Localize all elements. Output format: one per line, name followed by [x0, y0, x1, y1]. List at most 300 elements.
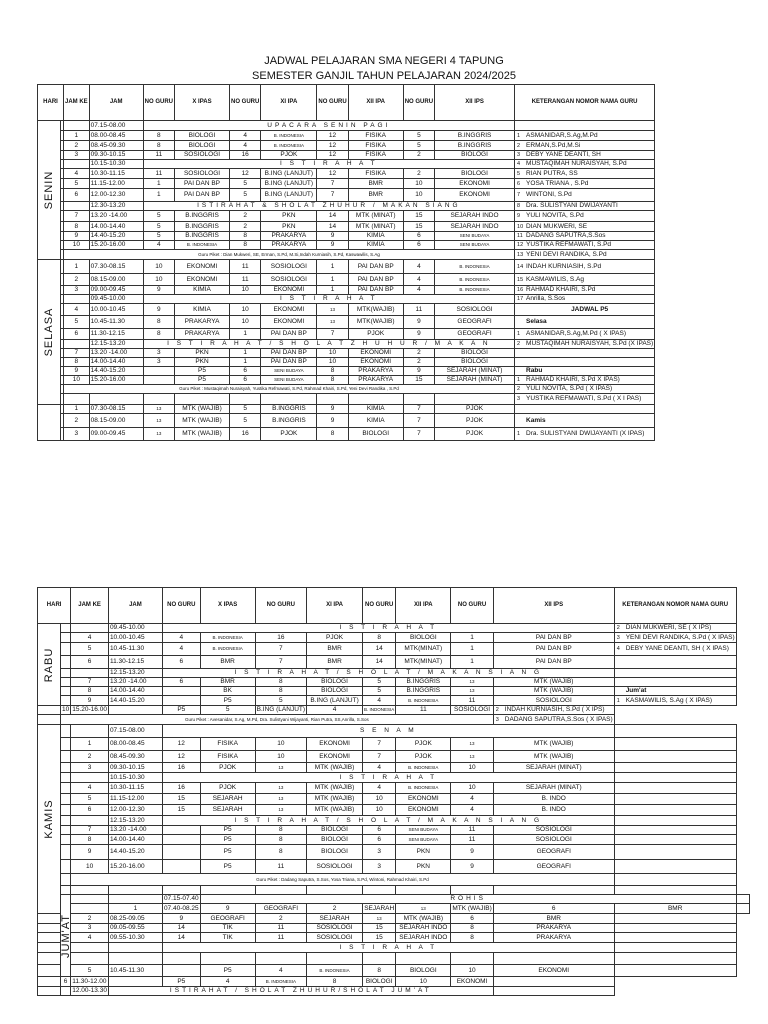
guru-number-xii-ipa: 14: [363, 643, 396, 656]
gap-cell: [38, 943, 61, 953]
subject-x-ipas: EKONOMI: [175, 274, 230, 286]
guru-number-xi-ipa: 16: [255, 633, 306, 643]
jam-cell: 08.15-09.00: [89, 414, 143, 428]
gap-cell: [71, 904, 109, 914]
guru-note-name: Dra. SULISTYANI DWIJAYANTI: [526, 202, 618, 209]
subject-x-ipas: BIOLOGI: [175, 131, 230, 141]
guru-number-xii-ips: 9: [451, 860, 493, 874]
subject-xii-ipa: KIMIA: [348, 414, 403, 428]
gap-cell: [61, 816, 71, 826]
jam-cell: 07.15-07.40: [163, 895, 199, 902]
subject-x-ipas: P5: [200, 826, 255, 835]
schedule-row: [38, 738, 750, 751]
subject-xii-ipa: FISIKA: [348, 131, 403, 141]
day-label: SELASA: [43, 307, 55, 357]
jam-ke-cell: 6: [61, 977, 71, 987]
subject-xii-ipa: FISIKA: [348, 141, 403, 151]
subject-xii-ipa: BIOLOGI: [348, 428, 403, 441]
gap-cell: [61, 643, 71, 656]
jam-cell: 08.45-09.30: [108, 751, 162, 763]
subject-x-ipas: [200, 886, 255, 895]
subject-x-ipas: EKONOMI: [175, 260, 230, 274]
guru-number-xii-ips: 7: [403, 405, 434, 414]
guru-number-xii-ipa: 4: [307, 706, 363, 715]
guru-number-xii-ips: 2: [403, 358, 434, 367]
subject-xii-ips: EKONOMI: [435, 189, 515, 202]
schedule-row: [38, 428, 655, 441]
guru-note: [515, 349, 655, 358]
subject-xii-ipa: MTK (MINAT): [348, 211, 403, 222]
header-keterangan: KETERANGAN NOMOR NAMA GURU: [515, 85, 655, 121]
guru-number-xii-ips: 2: [403, 349, 434, 358]
guru-number-x-ipas: 8: [143, 131, 174, 141]
day-label: RABU: [43, 647, 55, 682]
subject-xii-ipa: EKONOMI: [396, 805, 451, 816]
guru-number-xii-ips: 11: [396, 706, 451, 715]
guru-number-xi-ipa: 13: [255, 805, 306, 816]
guru-number-xii-ipa: 10: [317, 358, 348, 367]
subject-xi-ipa: BIOLOGI: [307, 826, 363, 835]
subject-x-ipas: FISIKA: [200, 738, 255, 751]
subject-xii-ipa: EKONOMI: [396, 794, 451, 805]
jam-cell: 11.15-12.00: [89, 179, 143, 189]
jam-cell: 10.30-11.15: [108, 783, 162, 794]
subject-xii-ipa: SEJARAH INDO: [396, 924, 451, 933]
guru-number-xi-ipa: [230, 394, 261, 405]
subject-xi-ipa: BMR: [307, 643, 363, 656]
jam-ke-cell: 9: [71, 696, 109, 706]
subject-xi-ipa: [261, 394, 317, 405]
jam-cell: 14.40-15.20: [89, 232, 143, 241]
guru-number-xii-ipa: 5: [363, 687, 396, 696]
subject-xii-ips: EKONOMI: [451, 977, 493, 987]
guru-number-xii-ips: 10: [403, 179, 434, 189]
subject-xii-ips: SEJARAH (MINAT): [493, 783, 614, 794]
schedule-row: [38, 805, 750, 816]
guru-note: [614, 656, 736, 669]
gap-cell: [71, 895, 109, 904]
header-no-guru-xii-ipa: NO GURU: [363, 588, 396, 624]
subject-xii-ips: BIOLOGI: [435, 358, 515, 367]
jam-ke-cell: [64, 295, 90, 304]
subject-xii-ipa: [396, 953, 451, 965]
subject-xii-ipa: KIMIA: [348, 232, 403, 241]
subject-xii-ipa: MTK (MINAT): [348, 222, 403, 232]
subject-xii-ips: GEOGRAFI: [435, 329, 515, 340]
schedule-row: [38, 295, 655, 304]
subject-xii-ips: GEOGRAFI: [493, 860, 614, 874]
schedule-row: [38, 835, 750, 845]
subject-xii-ips: SENI BUDAYA: [435, 241, 515, 250]
schedule-row: [38, 316, 655, 329]
subject-xi-ipa: SEJARAH: [307, 914, 363, 924]
guru-note-number: 8: [517, 203, 521, 209]
guru-number-xi-ipa: 8: [255, 687, 306, 696]
jam-ke-cell: 5: [71, 965, 109, 977]
guru-number-x-ipas: 6: [162, 656, 200, 669]
jam-ke-cell: 3: [64, 151, 90, 160]
guru-number-x-ipas: [162, 953, 200, 965]
subject-xi-ipa: EKONOMI: [261, 316, 317, 329]
jam-ke-cell: 2: [71, 914, 109, 924]
subject-xi-ipa: B.INGGRIS: [261, 405, 317, 414]
guru-number-xi-ipa: 5: [230, 414, 261, 428]
schedule-row: [38, 965, 750, 977]
subject-xi-ipa: BIOLOGI: [307, 678, 363, 687]
guru-note-number: 14: [517, 263, 524, 270]
guru-number-xii-ipa: 7: [317, 329, 348, 340]
break-cell: ISTIRAHAT / SHOLAT ZHUHUR/SHOLAT JUM'AT: [108, 987, 493, 996]
subject-x-ipas: B. INDONESIA: [200, 643, 255, 656]
guru-number-xii-ipa: 13: [363, 914, 396, 924]
guru-number-xi-ipa: 1: [230, 329, 261, 340]
subject-xii-ips: SOSIOLOGI: [493, 826, 614, 835]
guru-note-name: YENI DEVI RANDIKA, S.Pd: [526, 250, 607, 258]
schedule-row: [38, 286, 655, 295]
guru-number-x-ipas: [162, 845, 200, 860]
day-cell: [38, 260, 61, 405]
subject-xi-ipa: PJOK: [261, 151, 317, 160]
subject-xii-ipa: B. INDONESIA: [396, 783, 451, 794]
jam-ke-cell: 3: [64, 286, 90, 295]
guru-note-name: Kamis: [526, 416, 546, 424]
jam-cell: 10.30-11.15: [89, 169, 143, 179]
guru-note-name: Selasa: [526, 318, 547, 325]
guru-number-xii-ipa: 9: [317, 232, 348, 241]
guru-note: [736, 904, 749, 914]
guru-number-x-ipas: 9: [143, 304, 174, 316]
subject-xii-ipa: B. INDONESIA: [363, 706, 396, 715]
guru-number-xi-ipa: 2: [255, 914, 306, 924]
guru-number-xii-ipa: 8: [363, 965, 396, 977]
jam-cell: 07.40-08.25: [163, 904, 199, 912]
guru-note: [493, 987, 614, 996]
subject-xi-ipa: EKONOMI: [307, 751, 363, 763]
subject-x-ipas: B. INDONESIA: [175, 241, 230, 250]
jam-ke-cell: 5: [64, 316, 90, 329]
guru-note: [515, 316, 655, 329]
guru-number-xii-ips: [403, 394, 434, 405]
header-xi-ipa: XI IPA: [261, 85, 317, 121]
subject-x-ipas: PKN: [175, 349, 230, 358]
jam-cell: 09.45-10.00: [89, 295, 143, 304]
subject-x-ipas: P5: [162, 706, 200, 715]
header-hari: HARI: [38, 588, 71, 624]
jam-ke-cell: 6: [64, 189, 90, 202]
guru-number-x-ipas: [162, 860, 200, 874]
subject-xii-ipa: B. INDONESIA: [396, 763, 451, 773]
jam-ke-cell: [71, 725, 109, 738]
guru-number-xii-ipa: 9: [317, 405, 348, 414]
guru-number-x-ipas: 1: [143, 189, 174, 202]
guru-number-xii-ipa: [363, 953, 396, 965]
schedule-row: [38, 624, 750, 633]
guru-number-xii-ips: 4: [403, 286, 434, 295]
guru-number-xii-ipa: 8: [317, 376, 348, 385]
guru-piket: Guru Piket : Avesanidar, S.Ag, M.Pd, Dra. Sulistyani Wijayanti, Rian Putra, SS,Anrilla, S.Sos: [61, 715, 494, 725]
subject-xi-ipa: BIOLOGI: [307, 687, 363, 696]
subject-x-ipas: MTK (WAJIB): [175, 414, 230, 428]
header-x-ipas: X IPAS: [175, 85, 230, 121]
guru-note: [614, 953, 736, 965]
guru-note-number: 1: [616, 697, 620, 704]
subject-xi-ipa: [307, 953, 363, 965]
subject-xii-ipa: MTK(MINAT): [396, 656, 451, 669]
guru-number-x-ipas: 3: [143, 358, 174, 367]
header-no-guru-xi: NO GURU: [255, 588, 306, 624]
guru-note-number: 17: [517, 296, 524, 302]
subject-xi-ipa: PAI DAN BP: [261, 329, 317, 340]
jam-ke-cell: 3: [64, 428, 90, 441]
gap-cell: [38, 715, 61, 725]
guru-number-xi-ipa: 5: [230, 179, 261, 189]
guru-number-xii-ips: 1: [451, 643, 493, 656]
guru-note: [614, 933, 736, 943]
guru-note-name: DIAN MUKWERI, SE: [526, 222, 588, 230]
guru-number-xii-ipa: 4: [363, 696, 396, 706]
guru-number-xi-ipa: 1: [230, 358, 261, 367]
guru-note: [493, 706, 614, 715]
guru-note: [515, 232, 655, 241]
guru-number-x-ipas: 16: [162, 763, 200, 773]
guru-number-xi-ipa: 16: [230, 428, 261, 441]
subject-xii-ips: SEJARAH INDO: [435, 211, 515, 222]
guru-note-name: Rabu: [526, 367, 543, 374]
guru-note: [736, 895, 749, 904]
schedule-table-1: [37, 84, 655, 441]
jam-cell: 09.00-09.45: [89, 286, 143, 295]
guru-number-xii-ipa: 6: [363, 826, 396, 835]
guru-number-xi-ipa: 10: [255, 751, 306, 763]
guru-number-xii-ips: [451, 886, 493, 895]
schedule-row: [38, 773, 750, 783]
jam-ke-cell: 1: [64, 131, 90, 141]
subject-xi-ipa: B.ING (LANJUT): [261, 189, 317, 202]
jam-ke-cell: 8: [64, 358, 90, 367]
gap-cell: [38, 933, 61, 943]
subject-xii-ips: B. INDO: [493, 805, 614, 816]
guru-number-x-ipas: 12: [162, 738, 200, 751]
subject-xii-ipa: MTK (WAJIB): [452, 904, 492, 912]
subject-xii-ipa: BIOLOGI: [396, 633, 451, 643]
jam-ke-cell: 2: [71, 751, 109, 763]
guru-number-xii-ips: 6: [403, 241, 434, 250]
subject-x-ipas: PKN: [175, 358, 230, 367]
guru-note-number: 16: [517, 287, 524, 293]
guru-number-xii-ips: 8: [451, 924, 493, 933]
guru-number-xi-ipa: 11: [255, 860, 306, 874]
guru-number-x-ipas: [162, 965, 200, 977]
subject-xii-ipa: MTK(WAJIB): [348, 304, 403, 316]
subject-xii-ipa: PKN: [396, 860, 451, 874]
jam-cell: 09.00-09.45: [89, 428, 143, 441]
guru-number-x-ipas: 9: [200, 904, 255, 914]
schedule-row: [38, 783, 750, 794]
gap-cell: [61, 678, 71, 687]
jam-ke-cell: 4: [71, 933, 109, 943]
gap-cell: [38, 914, 61, 924]
day-cell: [38, 624, 61, 706]
guru-number-xi-ipa: 4: [200, 977, 255, 987]
guru-number-xii-ips: 13: [451, 751, 493, 763]
jam-cell: 09.55-10.30: [108, 933, 162, 943]
jam-ke-cell: 6: [71, 656, 109, 669]
gap-cell: [38, 987, 61, 996]
jam-cell: 13.20 -14.00: [89, 211, 143, 222]
guru-number-x-ipas: 6: [162, 678, 200, 687]
schedule-row: [38, 987, 750, 996]
guru-number-xi-ipa: 13: [255, 794, 306, 805]
schedule-row: [38, 696, 750, 706]
guru-number-xii-ipa: 10: [317, 349, 348, 358]
jam-cell: 10.15-10.30: [89, 160, 143, 169]
guru-number-xii-ipa: 3: [363, 845, 396, 860]
schedule-row: [38, 211, 655, 222]
subject-x-ipas: BMR: [200, 656, 255, 669]
guru-note-number: 6: [517, 180, 521, 187]
schedule-row: [38, 977, 750, 987]
guru-number-x-ipas: 14: [162, 933, 200, 943]
subject-xi-ipa: B. INDONESIA: [307, 965, 363, 977]
jam-ke-cell: 1: [71, 738, 109, 751]
guru-number-x-ipas: 13: [143, 414, 174, 428]
guru-note: [614, 845, 736, 860]
jam-cell: 15.20-16.00: [72, 706, 107, 713]
jam-cell: 14.00-14.40: [108, 687, 162, 696]
guru-note: [515, 376, 655, 385]
break-cell: I S T I R A H A T: [143, 295, 514, 304]
header-no-guru-x: NO GURU: [143, 85, 174, 121]
subject-xii-ips: EKONOMI: [435, 179, 515, 189]
guru-number-xi-ipa: 2: [230, 222, 261, 232]
guru-note-name: YENI DEVI RANDIKA, S.Pd ( X IPAS): [625, 633, 735, 641]
guru-note-name: YUSTIKA REFMAWATI, S.Pd: [526, 241, 612, 248]
jam-ke-cell: [71, 943, 109, 953]
guru-note: [515, 121, 655, 131]
guru-note: [515, 405, 655, 414]
jam-ke-cell: 4: [64, 304, 90, 316]
guru-note-name: YULI NOVITA, S.Pd ( X IPAS): [526, 385, 613, 392]
guru-number-xii-ips: 5: [403, 141, 434, 151]
guru-number-x-ipas: 4: [162, 633, 200, 643]
subject-x-ipas: SOSIOLOGI: [175, 151, 230, 160]
guru-number-x-ipas: 8: [143, 329, 174, 340]
schedule-row: [38, 304, 655, 316]
guru-number-xii-ips: 10: [451, 763, 493, 773]
guru-note-number: 4: [517, 161, 521, 167]
subject-xii-ipa: EKONOMI: [348, 349, 403, 358]
guru-number-xii-ipa: 13: [317, 304, 348, 316]
subject-xii-ips: PRAKARYA: [493, 924, 614, 933]
guru-number-xii-ips: 6: [493, 904, 614, 914]
guru-number-x-ipas: [108, 706, 162, 715]
subject-x-ipas: TIK: [200, 924, 255, 933]
guru-number-xii-ipa: 1: [317, 286, 348, 295]
guru-note-name: MUSTAQIMAH NURAISYAH, S.Pd (X IPAS): [526, 340, 654, 347]
guru-note-number: 2: [495, 707, 499, 713]
subject-x-ipas: KIMIA: [175, 286, 230, 295]
guru-note-name: RAHMAD KHAIRI, S.Pd: [526, 286, 596, 293]
guru-number-xii-ips: [451, 953, 493, 965]
subject-xi-ipa: SOSIOLOGI: [261, 260, 317, 274]
subject-xii-ips: MTK (WAJIB): [493, 678, 614, 687]
subject-xii-ipa: KIMIA: [348, 405, 403, 414]
jam-ke-cell: [108, 895, 162, 904]
guru-number-x-ipas: 4: [143, 241, 174, 250]
guru-note: [515, 211, 655, 222]
jam-cell: 13.20 -14.00: [108, 678, 162, 687]
guru-number-xii-ips: 4: [451, 794, 493, 805]
subject-x-ipas: P5: [200, 965, 255, 977]
subject-x-ipas: B.INGGRIS: [175, 211, 230, 222]
guru-note: [614, 826, 736, 835]
jam-ke-cell: [71, 773, 109, 783]
jam-cell: 09.45-10.00: [108, 624, 162, 633]
jam-cell: 12.15-13.20: [89, 340, 143, 349]
guru-note-number: 2: [517, 142, 521, 149]
guru-number-xi-ipa: 7: [255, 643, 306, 656]
jam-cell: 14.00-14.40: [89, 222, 143, 232]
gap-cell: [38, 965, 61, 977]
guru-note: [493, 715, 614, 725]
gap-cell: [61, 656, 71, 669]
schedule-row: [38, 414, 655, 428]
subject-xii-ipa: PRAKARYA: [348, 367, 403, 376]
break-cell: I S T I R A H A T: [162, 773, 614, 783]
header-jam-ke: JAM KE: [71, 588, 109, 624]
schedule-row: [38, 826, 750, 835]
guru-note: [493, 977, 614, 987]
schedule-row: [38, 751, 750, 763]
guru-number-xii-ipa: 12: [317, 141, 348, 151]
break-cell: I S T I R A H A T / S H O L A T / M A K A N S I A N G: [162, 816, 614, 826]
jam-ke-cell: 7: [64, 211, 90, 222]
schedule-row: [38, 715, 750, 725]
guru-note: [515, 260, 655, 274]
guru-number-xi-ipa: 6: [230, 367, 261, 376]
schedule-row: [38, 329, 655, 340]
jam-cell: 11.30-12.00: [72, 977, 107, 985]
guru-number-x-ipas: 13: [143, 405, 174, 414]
day-label: SENIN: [43, 170, 55, 210]
subject-x-ipas: PJOK: [200, 763, 255, 773]
break-cell: I S T I R A H A T: [162, 624, 614, 633]
jam-ke-cell: [71, 624, 109, 633]
schedule-row: [38, 222, 655, 232]
break-cell: UPACARA SENIN PAGI: [143, 121, 514, 131]
guru-note-name: WINTONI, S.Pd: [526, 191, 572, 198]
subject-x-ipas: PAI DAN BP: [175, 189, 230, 202]
guru-note: [515, 189, 655, 202]
subject-x-ipas: SEJARAH: [200, 805, 255, 816]
subject-xi-ipa: MTK (WAJIB): [307, 783, 363, 794]
subject-xi-ipa: PRAKARYA: [261, 241, 317, 250]
gap-cell: [61, 696, 71, 706]
guru-number-x-ipas: 10: [143, 260, 174, 274]
subject-xii-ipa: MTK (WAJIB): [396, 914, 451, 924]
gap-cell: [38, 924, 61, 933]
schedule-row: [38, 367, 655, 376]
jam-ke-cell: 7: [71, 678, 109, 687]
jam-ke-cell: 5: [71, 794, 109, 805]
subject-xi-ipa: SENI BUDAYA: [261, 367, 317, 376]
subject-xii-ipa: KIMIA: [348, 241, 403, 250]
subject-xii-ips: BIOLOGI: [435, 349, 515, 358]
break-cell: ISTIRAHAT & SHOLAT ZHUHUR / MAKAN SIANG: [143, 202, 514, 211]
table-header-1: [38, 85, 655, 121]
guru-note: [515, 367, 655, 376]
jam-cell: 14.00-14.40: [89, 358, 143, 367]
